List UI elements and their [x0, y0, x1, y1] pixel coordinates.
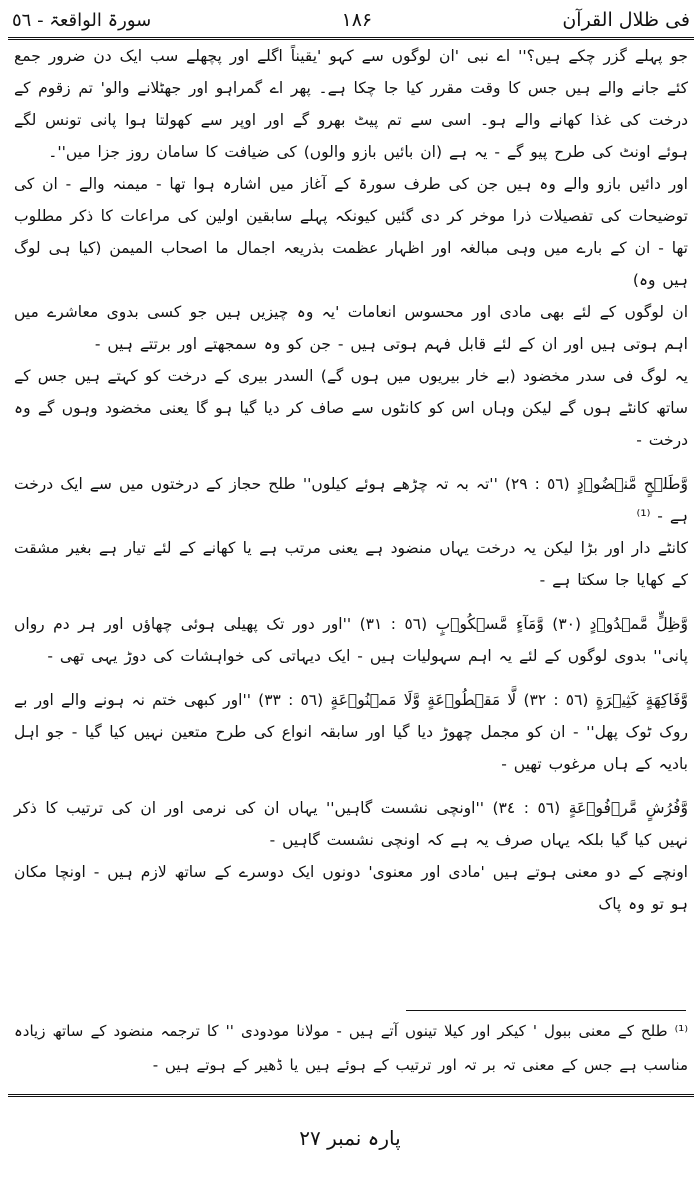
page-number: ۱۸۶ [341, 9, 373, 31]
book-title: فی ظلال القرآن [562, 9, 690, 31]
paragraph-3: ان لوگوں کے لئے بھی مادی اور محسوس انعامات 'یہ وہ چیزیں ہیں جو کسی بدوی معاشرے میں اہم ہوتی ہیں اور ان کے لئے قابل فہم ہوتی ہیں - جن کو وہ سمجھتے اور برتتے ہیں - [14, 303, 688, 353]
verse-paragraph-zill: وَّظِلٍّ مَّمۡدُوۡدٍ (٣٠) وَّمَآءٍ مَّسۡكُوۡبٍ (٥٦ : ٣١) ''اور دور تک پھیلی ہوئی چھاؤں اور ہر دم رواں پانی'' بدوی لوگوں کے لئے یہ اہم سہولیات ہیں - ایک دیہاتی کی خواہشات کی دوڑ یہی تھی - [14, 615, 688, 665]
verse-paragraph-fakiha: وَّفَاكِهَةٍ كَثِيۡرَةٍ (٥٦ : ٣٢) لَّا مَقۡطُوۡعَةٍ وَّلَا مَمۡنُوۡعَةٍ (٥٦ : ٣٣) ''اور کبھی ختم نہ ہونے والے اور بے روک ٹوک پھل'' - ان کو مجمل چھوڑ دیا گیا اور سابقہ انواع کی طرح متعین نہیں کیا گیا - جو اہل بادیہ کے ہاں مرغوب تھیں - [14, 691, 689, 773]
page-footer [0, 1126, 700, 1150]
verse-paragraph-talh: وَّطَلۡحٍ مَّنۡضُوۡدٍ (٥٦ : ٢٩) ''تہ بہ تہ چڑھے ہوئے کیلوں'' طلح حجاز کے درختوں میں سے ایک درخت ہے - ⁽¹⁾ [14, 475, 688, 525]
paragraph-4: یہ لوگ فی سدر مخضود (بے خار بیریوں میں ہوں گے) السدر بیری کے درخت کو کہتے ہیں جس کے ساتھ کانٹے ہوں گے لیکن وہاں اس کو کانٹوں سے صاف کر دیا گیا ہو گا یعنی مخضود وہوں گے وہ درخت - [14, 367, 688, 449]
footnote-divider [406, 1010, 686, 1011]
paragraph-1: جو پہلے گزر چکے ہیں؟'' اے نبی 'ان لوگوں سے کہو 'یقیناً اگلے اور پچھلے سب ایک دن ضرور جمع کئے جانے والے ہیں جس کا وقت مقرر کیا جا چکا ہے۔ پھر اے گمراہو اور جھٹلانے والو' تم زقوم کے درخت کی غذا کھانے والے ہو۔ اسی سے تم پیٹ بھرو گے اور اوپر سے کھولتا ہوا پانی تونس لگے ہوئے اونٹ کی طرح پیو گے - یہ ہے (ان بائیں بازو والوں) کی ضیافت کا سامان روز جزا میں''۔ [14, 47, 688, 161]
surah-label: سورۃ الواقعۃ - ٥٦ [12, 9, 152, 31]
paragraph-2: اور دائیں بازو والے وہ ہیں جن کی طرف سورۃ کے آغاز میں اشارہ ہوا تھا - میمنہ والے - ان کی توضیحات کی تفصیلات ذرا موخر کر دی گئیں کیونکہ پہلے سابقین اولین کی مراعات کا ذکر مطلوب تھا - ان کے بارے میں وہی مبالغہ اور اظہار عظمت بذریعہ اجمال ما اصحاب المیمن (کیا ہی لوگ ہیں وہ) [14, 175, 688, 289]
footnote-text: ⁽¹⁾ طلح کے معنی ببول ' کیکر اور کیلا تینوں آتے ہیں - مولانا مودودی '' کا ترجمہ منضود کے ساتھ زیادہ مناسب ہے جس کے معنی تہ بر تہ اور ترتیب کے ہوئے ہیں یا ڈھیر کے ہوتے ہیں - [14, 1022, 688, 1074]
main-text [14, 40, 688, 920]
footer-divider [8, 1094, 694, 1097]
footnote [14, 1014, 688, 1082]
paragraph-10: اونچے کے دو معنی ہوتے ہیں 'مادی اور معنوی' دونوں ایک دوسرے کے ساتھ لازم ہیں - اونچا مکان ہو تو وہ پاک [14, 863, 688, 913]
verse-paragraph-furush: وَّفُرُشٍ مَّرۡفُوۡعَةٍ (٥٦ : ٣٤) ''اونچی نشست گاہیں'' یہاں ان کی نرمی اور ان کی ترتیب کا ذکر نہیں کیا گیا بلکہ یہاں صرف یہ ہے کہ اونچی نشست گاہیں - [14, 799, 689, 849]
page-header [12, 2, 690, 38]
paragraph-6: کانٹے دار اور بڑا لیکن یہ درخت یہاں منضود ہے یعنی مرتب ہے یا کھانے کے لئے تیار ہے بغیر مشقت کے کھایا جا سکتا ہے - [14, 539, 688, 589]
para-label: پارہ نمبر ۲۷ [299, 1126, 401, 1150]
